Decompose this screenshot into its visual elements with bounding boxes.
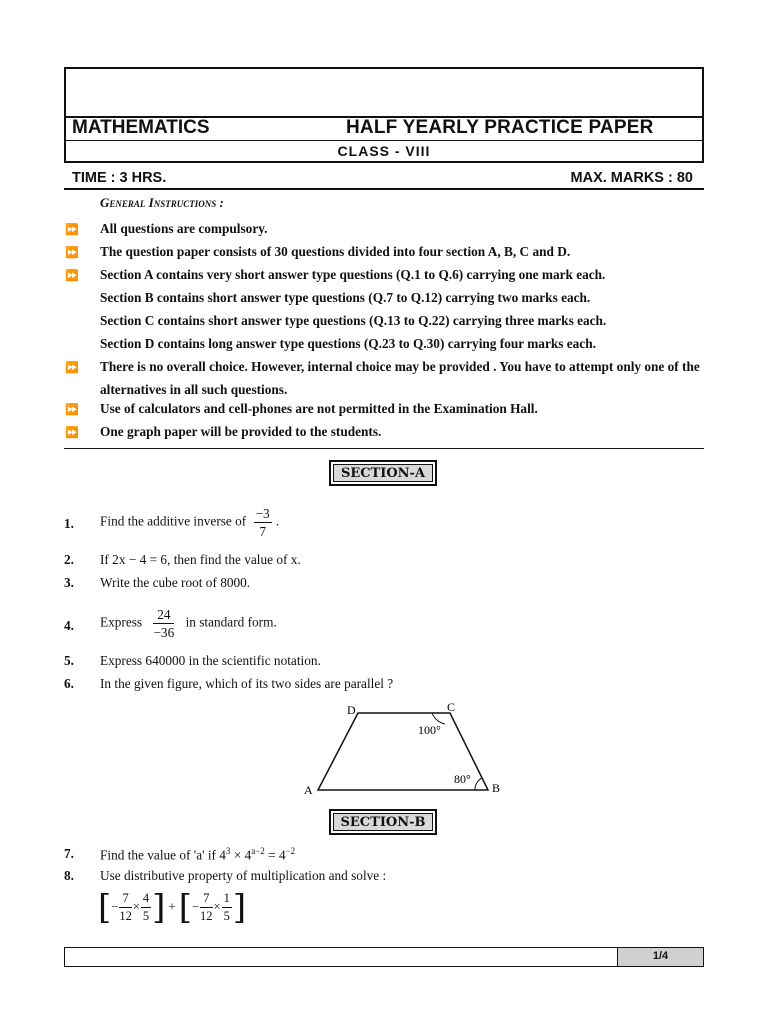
class-label: CLASS - VIII xyxy=(337,143,431,159)
exponent: a−2 xyxy=(251,846,265,856)
question-number: 4. xyxy=(64,618,74,633)
instruction-item: The question paper consists of 30 questions divided into four section A, B, C and D. xyxy=(100,244,571,259)
bracket: ] xyxy=(152,887,166,928)
footer-bar xyxy=(64,947,704,967)
question-4 xyxy=(100,606,277,641)
fraction-denominator: 7 xyxy=(259,524,266,539)
bullet-icon: ⏩ xyxy=(65,246,79,259)
question-number: 1. xyxy=(64,516,74,531)
bracket: [ xyxy=(98,887,112,928)
question-2: If 2x − 4 = 6, then find the value of x. xyxy=(100,552,301,567)
operator: + xyxy=(168,899,176,914)
instruction-item: All questions are compulsory. xyxy=(100,221,268,236)
bullet-icon: ⏩ xyxy=(65,223,79,236)
question-6: In the given figure, which of its two sides are parallel ? xyxy=(100,676,394,691)
question-1 xyxy=(100,505,279,540)
operator: × xyxy=(132,899,140,914)
operator: − xyxy=(111,899,119,914)
fraction xyxy=(153,606,174,641)
fraction-numerator: 7 xyxy=(119,890,132,908)
question-number: 7. xyxy=(64,846,74,861)
question-text: × 4 xyxy=(230,847,252,863)
fraction xyxy=(141,890,151,925)
question-text: Express xyxy=(100,614,143,630)
fraction xyxy=(119,890,132,925)
instruction-item: Section C contains short answer type questions (Q.13 to Q.22) carrying three marks each. xyxy=(100,313,607,328)
operator: − xyxy=(191,899,200,914)
question-text: Find the additive inverse of xyxy=(100,513,247,529)
header-rule xyxy=(64,188,704,190)
instructions-heading: General Instructions : xyxy=(100,195,224,210)
vertex-label-b: B xyxy=(492,781,501,795)
bracket: [ xyxy=(178,887,192,928)
bullet-icon: ⏩ xyxy=(65,403,79,416)
operator: × xyxy=(213,899,221,914)
section-a-banner xyxy=(329,460,437,486)
instruction-item: Section A contains very short answer type questions (Q.1 to Q.6) carrying one mark each. xyxy=(100,267,606,282)
fraction xyxy=(222,890,232,925)
vertex-label-c: C xyxy=(447,700,456,714)
instruction-item: One graph paper will be provided to the students. xyxy=(100,424,382,439)
fraction-denominator: −36 xyxy=(153,625,175,640)
vertex-label-d: D xyxy=(347,703,356,717)
instruction-item: Use of calculators and cell-phones are not permitted in the Examination Hall. xyxy=(100,401,538,416)
fraction-denominator: 5 xyxy=(142,909,150,923)
vertex-label-a: A xyxy=(304,783,313,797)
question-text: in standard form. xyxy=(185,614,277,630)
fraction-numerator: −3 xyxy=(255,506,270,521)
question-text: . xyxy=(275,513,280,529)
question-number: 8. xyxy=(64,868,74,883)
subject-title: MATHEMATICS xyxy=(72,117,210,138)
instruction-item: Section B contains short answer type questions (Q.7 to Q.12) carrying two marks each. xyxy=(100,290,591,305)
bullet-icon: ⏩ xyxy=(65,269,79,282)
math-expression xyxy=(98,887,247,928)
paper-title: HALF YEARLY PRACTICE PAPER xyxy=(346,117,654,138)
fraction xyxy=(200,890,213,925)
question-number: 5. xyxy=(64,653,74,668)
section-a-label: SECTION-A xyxy=(333,464,433,482)
angle-label-b: 80° xyxy=(454,772,471,786)
question-text: = 4 xyxy=(264,847,286,863)
instruction-item: Section D contains long answer type questions (Q.23 to Q.30) carrying four marks each. xyxy=(100,336,596,351)
question-number: 6. xyxy=(64,676,74,691)
angle-label-c: 100° xyxy=(418,723,441,737)
question-text: Find the value of 'a' if 4 xyxy=(100,847,226,863)
bullet-icon: ⏩ xyxy=(65,361,79,374)
time-label: TIME : 3 HRS. xyxy=(72,170,167,186)
instructions-rule xyxy=(64,448,704,449)
fraction-numerator: 7 xyxy=(200,890,213,908)
section-b-label: SECTION-B xyxy=(333,813,433,831)
fraction-numerator: 24 xyxy=(153,606,174,624)
instruction-item: There is no overall choice. However, internal choice may be provided . You have to attempt only one of the alternatives in all such questions. xyxy=(100,359,700,397)
page-number: 1/4 xyxy=(617,948,703,966)
fraction-denominator: 5 xyxy=(223,909,230,923)
exponent: 3 xyxy=(225,846,231,856)
exponent: −2 xyxy=(285,846,296,856)
fraction-numerator: 1 xyxy=(222,890,232,908)
fraction-numerator: 4 xyxy=(141,890,151,908)
fraction-denominator: 12 xyxy=(200,909,213,923)
question-7 xyxy=(100,846,295,863)
question-number: 3. xyxy=(64,575,74,590)
max-marks-label: MAX. MARKS : 80 xyxy=(570,170,693,186)
bullet-icon: ⏩ xyxy=(65,426,79,439)
header-divider xyxy=(64,140,704,141)
question-8: Use distributive property of multiplication and solve : xyxy=(100,868,387,883)
question-3: Write the cube root of 8000. xyxy=(100,575,251,590)
question-5: Express 640000 in the scientific notation. xyxy=(100,653,321,668)
question-number: 2. xyxy=(64,552,74,567)
fraction xyxy=(254,505,272,540)
bracket: ] xyxy=(232,887,247,928)
fraction-denominator: 12 xyxy=(119,909,132,923)
section-b-banner xyxy=(329,809,437,835)
trapezium-figure xyxy=(300,698,510,802)
angle-arc-b xyxy=(475,778,482,790)
